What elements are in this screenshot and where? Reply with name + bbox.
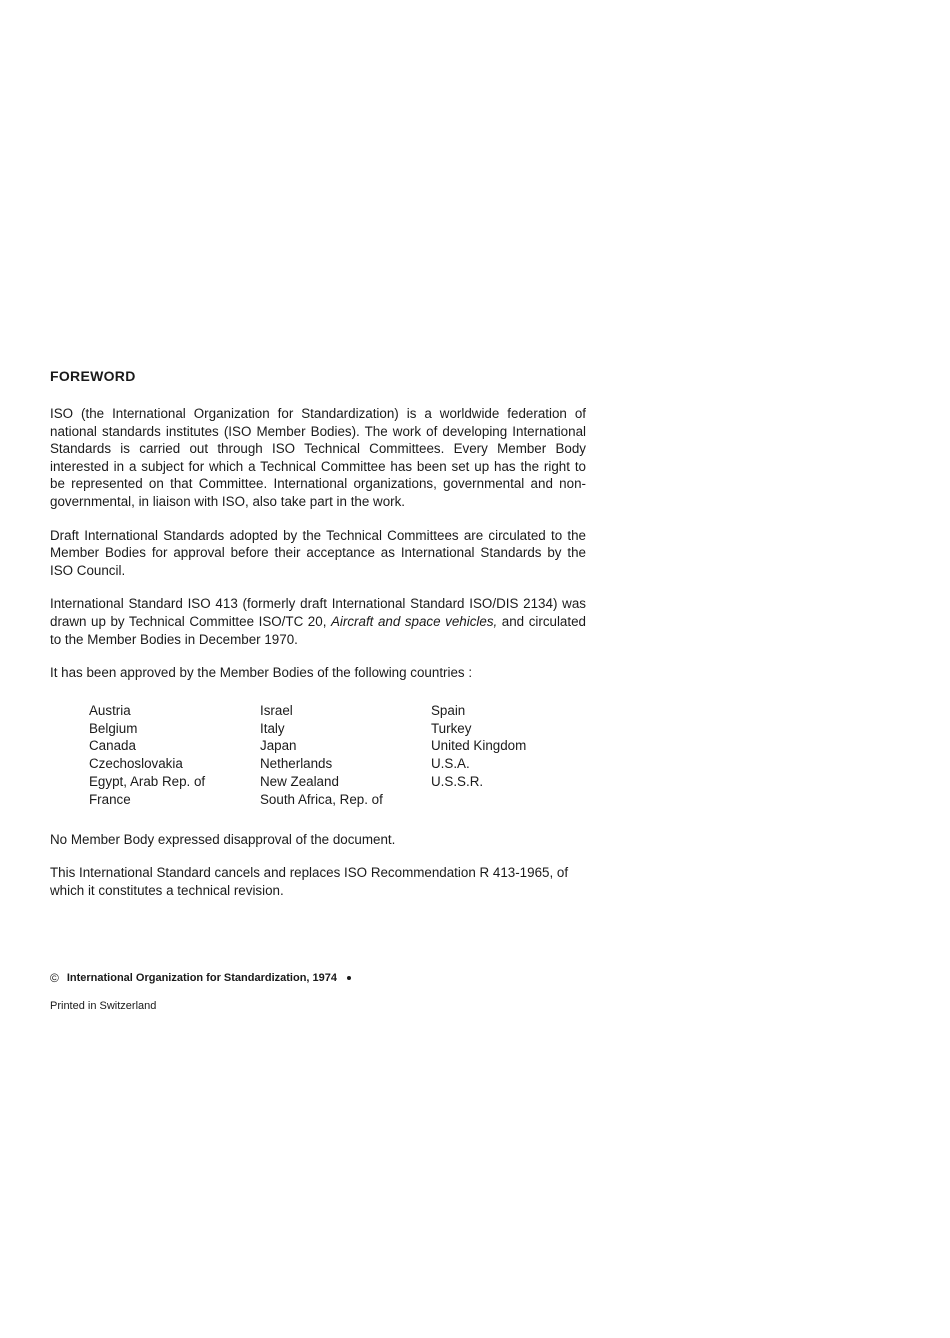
foreword-page bbox=[50, 367, 586, 1013]
country-column-1 bbox=[89, 702, 260, 809]
paragraph-iso-intro: ISO (the International Organization for Standardization) is a worldwide federation of national standards institutes (ISO Member Bodies). The work of developing International Standards is carried out through ISO Technical Committees. Every Member Body interested in a subject for which a Technical Committee has been set up has the right to be represented on that Committee. International organizations, governmental and non-governmental, in liaison with ISO, also take part in the work. bbox=[50, 406, 586, 509]
copyright-line bbox=[50, 971, 586, 985]
paragraph-standard-origin bbox=[50, 595, 586, 648]
country-item: U.S.S.R. bbox=[431, 773, 484, 789]
standard-origin-text-end: and circulated to the Member Bodies in December 1970. bbox=[50, 613, 586, 647]
country-item: Netherlands bbox=[260, 756, 333, 772]
country-item: Spain bbox=[431, 702, 466, 718]
paragraph-approval: It has been approved by the Member Bodies of the following countries : bbox=[50, 665, 473, 681]
country-column-3 bbox=[431, 702, 591, 809]
country-item: Israel bbox=[260, 702, 293, 718]
bullet-dot-icon bbox=[347, 976, 351, 980]
country-item: Japan bbox=[260, 738, 297, 754]
country-item: South Africa, Rep. of bbox=[260, 791, 383, 807]
copyright-icon: © bbox=[50, 971, 59, 986]
country-column-2 bbox=[260, 702, 431, 809]
country-item: Austria bbox=[89, 702, 131, 718]
country-list bbox=[89, 702, 586, 809]
country-item: United Kingdom bbox=[431, 738, 527, 754]
copyright-text: International Organization for Standardization, 1974 bbox=[66, 972, 337, 985]
foreword-heading: FOREWORD bbox=[50, 368, 136, 384]
committee-title: Aircraft and space vehicles, bbox=[330, 613, 498, 629]
country-item: Canada bbox=[89, 738, 136, 754]
paragraph-cancels: This International Standard cancels and replaces ISO Recommendation R 413-1965, of which it constitutes a technical revision. bbox=[50, 865, 569, 898]
country-item: U.S.A. bbox=[431, 756, 470, 772]
country-item: Czechoslovakia bbox=[89, 756, 183, 772]
standard-origin-text: International Standard ISO 413 (formerly draft International Standard ISO/DIS 2134) was drawn up by Technical Committee ISO/TC 20, bbox=[50, 596, 586, 629]
country-item: Egypt, Arab Rep. of bbox=[89, 773, 206, 789]
paragraph-no-disapproval: No Member Body expressed disapproval of the document. bbox=[50, 831, 396, 847]
country-item: Italy bbox=[260, 720, 285, 736]
country-item: Belgium bbox=[89, 720, 138, 736]
paragraph-draft-standards: Draft International Standards adopted by the Technical Committees are circulated to the Member Bodies for approval before their acceptance as International Standards by the ISO Council. bbox=[50, 527, 586, 578]
country-item: Turkey bbox=[431, 720, 472, 736]
printed-in: Printed in Switzerland bbox=[50, 1000, 157, 1013]
country-item: France bbox=[89, 791, 131, 807]
country-item: New Zealand bbox=[260, 773, 339, 789]
